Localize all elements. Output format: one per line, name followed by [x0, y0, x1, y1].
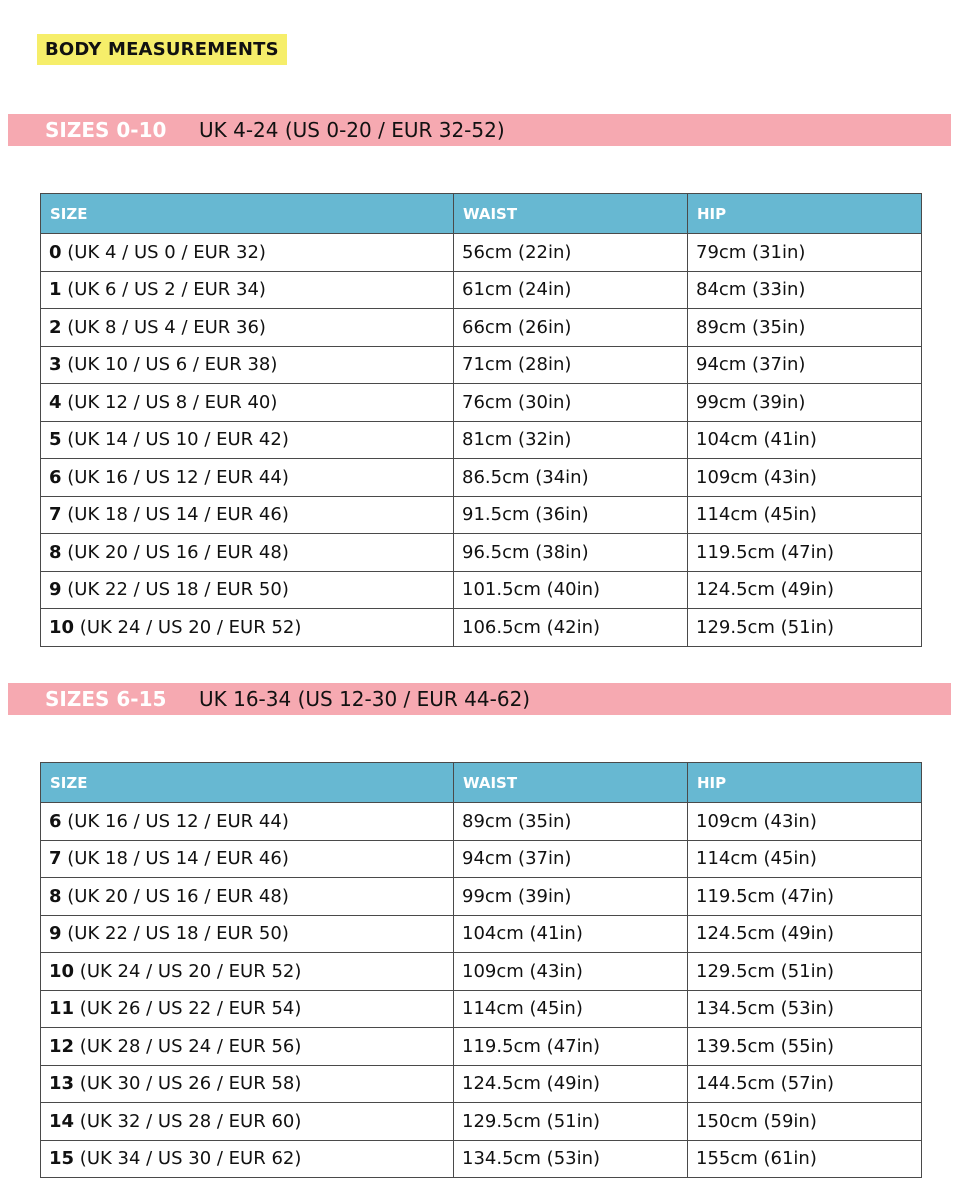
waist-cell: 56cm (22in) [454, 234, 688, 272]
table-row [41, 1140, 922, 1178]
section-subtitle: UK 4-24 (US 0-20 / EUR 32-52) [199, 118, 505, 142]
waist-cell: 124.5cm (49in) [454, 1065, 688, 1103]
size-cell [41, 990, 454, 1028]
waist-cell: 106.5cm (42in) [454, 609, 688, 647]
hip-cell: 119.5cm (47in) [688, 534, 922, 572]
size-cell [41, 953, 454, 991]
section-label: SIZES 0-10 [45, 118, 167, 142]
hip-cell: 114cm (45in) [688, 496, 922, 534]
table-row [41, 1065, 922, 1103]
size-cell [41, 421, 454, 459]
waist-cell: 81cm (32in) [454, 421, 688, 459]
table-row [41, 234, 922, 272]
size-conversion: (UK 20 / US 16 / EUR 48) [67, 885, 289, 907]
size-cell [41, 915, 454, 953]
size-conversion: (UK 10 / US 6 / EUR 38) [67, 354, 278, 376]
section-band-sizes-0-10 [8, 114, 951, 146]
hip-cell: 119.5cm (47in) [688, 878, 922, 916]
size-conversion: (UK 34 / US 30 / EUR 62) [79, 1148, 302, 1170]
size-conversion: (UK 26 / US 22 / EUR 54) [79, 998, 302, 1020]
hip-cell: 124.5cm (49in) [688, 915, 922, 953]
size-cell [41, 459, 454, 497]
size-conversion: (UK 24 / US 20 / EUR 52) [79, 616, 302, 638]
size-number: 4 [49, 391, 62, 413]
size-cell [41, 234, 454, 272]
size-number: 14 [49, 1110, 75, 1132]
table-row [41, 609, 922, 647]
column-header-size: SIZE [41, 194, 454, 234]
waist-cell: 101.5cm (40in) [454, 571, 688, 609]
size-number: 9 [49, 923, 62, 945]
size-cell [41, 1028, 454, 1066]
hip-cell: 134.5cm (53in) [688, 990, 922, 1028]
size-conversion: (UK 32 / US 28 / EUR 60) [79, 1110, 302, 1132]
page-title: BODY MEASUREMENTS [37, 34, 287, 65]
section-subtitle: UK 16-34 (US 12-30 / EUR 44-62) [199, 687, 531, 711]
size-cell [41, 534, 454, 572]
waist-cell: 134.5cm (53in) [454, 1140, 688, 1178]
hip-cell: 109cm (43in) [688, 803, 922, 841]
table-header-row [41, 763, 922, 803]
size-cell [41, 803, 454, 841]
size-cell [41, 840, 454, 878]
waist-cell: 76cm (30in) [454, 384, 688, 422]
hip-cell: 129.5cm (51in) [688, 609, 922, 647]
table-row [41, 496, 922, 534]
table-row [41, 1028, 922, 1066]
waist-cell: 114cm (45in) [454, 990, 688, 1028]
table-row [41, 1103, 922, 1141]
size-number: 2 [49, 316, 62, 338]
size-cell [41, 384, 454, 422]
waist-cell: 91.5cm (36in) [454, 496, 688, 534]
table-row [41, 459, 922, 497]
size-number: 15 [49, 1148, 75, 1170]
size-cell [41, 1065, 454, 1103]
size-cell [41, 309, 454, 347]
column-header-hip: HIP [688, 763, 922, 803]
waist-cell: 99cm (39in) [454, 878, 688, 916]
table-row [41, 534, 922, 572]
size-conversion: (UK 4 / US 0 / EUR 32) [67, 241, 266, 263]
waist-cell: 129.5cm (51in) [454, 1103, 688, 1141]
table-row [41, 571, 922, 609]
size-number: 10 [49, 960, 75, 982]
table-row [41, 803, 922, 841]
size-number: 10 [49, 616, 75, 638]
waist-cell: 71cm (28in) [454, 346, 688, 384]
hip-cell: 84cm (33in) [688, 271, 922, 309]
hip-cell: 79cm (31in) [688, 234, 922, 272]
size-conversion: (UK 24 / US 20 / EUR 52) [79, 960, 302, 982]
waist-cell: 89cm (35in) [454, 803, 688, 841]
column-header-size: SIZE [41, 763, 454, 803]
size-number: 7 [49, 504, 62, 526]
waist-cell: 109cm (43in) [454, 953, 688, 991]
hip-cell: 150cm (59in) [688, 1103, 922, 1141]
size-conversion: (UK 20 / US 16 / EUR 48) [67, 541, 289, 563]
size-number: 9 [49, 579, 62, 601]
size-conversion: (UK 22 / US 18 / EUR 50) [67, 579, 289, 601]
hip-cell: 144.5cm (57in) [688, 1065, 922, 1103]
size-number: 3 [49, 354, 62, 376]
hip-cell: 89cm (35in) [688, 309, 922, 347]
size-conversion: (UK 30 / US 26 / EUR 58) [79, 1073, 302, 1095]
table-row [41, 990, 922, 1028]
table-row [41, 309, 922, 347]
size-cell [41, 609, 454, 647]
section-label: SIZES 6-15 [45, 687, 167, 711]
size-conversion: (UK 16 / US 12 / EUR 44) [67, 810, 289, 832]
table-row [41, 346, 922, 384]
size-conversion: (UK 18 / US 14 / EUR 46) [67, 848, 289, 870]
size-conversion: (UK 28 / US 24 / EUR 56) [79, 1035, 302, 1057]
size-cell [41, 1140, 454, 1178]
table-row [41, 915, 922, 953]
size-conversion: (UK 12 / US 8 / EUR 40) [67, 391, 278, 413]
size-conversion: (UK 6 / US 2 / EUR 34) [67, 279, 266, 301]
size-number: 12 [49, 1035, 75, 1057]
hip-cell: 155cm (61in) [688, 1140, 922, 1178]
waist-cell: 66cm (26in) [454, 309, 688, 347]
size-number: 13 [49, 1073, 75, 1095]
size-cell [41, 346, 454, 384]
size-conversion: (UK 8 / US 4 / EUR 36) [67, 316, 266, 338]
hip-cell: 99cm (39in) [688, 384, 922, 422]
table-header-row [41, 194, 922, 234]
hip-cell: 124.5cm (49in) [688, 571, 922, 609]
size-number: 6 [49, 810, 62, 832]
section-band-sizes-6-15 [8, 683, 951, 715]
hip-cell: 129.5cm (51in) [688, 953, 922, 991]
waist-cell: 94cm (37in) [454, 840, 688, 878]
size-number: 5 [49, 429, 62, 451]
size-number: 8 [49, 541, 62, 563]
hip-cell: 104cm (41in) [688, 421, 922, 459]
size-number: 1 [49, 279, 62, 301]
size-conversion: (UK 14 / US 10 / EUR 42) [67, 429, 289, 451]
size-table-sizes-6-15 [40, 762, 922, 1178]
size-number: 8 [49, 885, 62, 907]
size-cell [41, 1103, 454, 1141]
waist-cell: 96.5cm (38in) [454, 534, 688, 572]
size-number: 6 [49, 466, 62, 488]
column-header-waist: WAIST [454, 763, 688, 803]
hip-cell: 109cm (43in) [688, 459, 922, 497]
column-header-hip: HIP [688, 194, 922, 234]
size-conversion: (UK 16 / US 12 / EUR 44) [67, 466, 289, 488]
table-row [41, 840, 922, 878]
waist-cell: 119.5cm (47in) [454, 1028, 688, 1066]
table-row [41, 384, 922, 422]
size-conversion: (UK 22 / US 18 / EUR 50) [67, 923, 289, 945]
size-cell [41, 878, 454, 916]
size-number: 0 [49, 241, 62, 263]
hip-cell: 139.5cm (55in) [688, 1028, 922, 1066]
hip-cell: 114cm (45in) [688, 840, 922, 878]
table-row [41, 271, 922, 309]
table-row [41, 421, 922, 459]
table-row [41, 878, 922, 916]
waist-cell: 61cm (24in) [454, 271, 688, 309]
column-header-waist: WAIST [454, 194, 688, 234]
size-number: 11 [49, 998, 75, 1020]
waist-cell: 104cm (41in) [454, 915, 688, 953]
table-row [41, 953, 922, 991]
hip-cell: 94cm (37in) [688, 346, 922, 384]
size-conversion: (UK 18 / US 14 / EUR 46) [67, 504, 289, 526]
size-cell [41, 571, 454, 609]
size-cell [41, 496, 454, 534]
size-cell [41, 271, 454, 309]
waist-cell: 86.5cm (34in) [454, 459, 688, 497]
size-table-sizes-0-10 [40, 193, 922, 647]
size-number: 7 [49, 848, 62, 870]
